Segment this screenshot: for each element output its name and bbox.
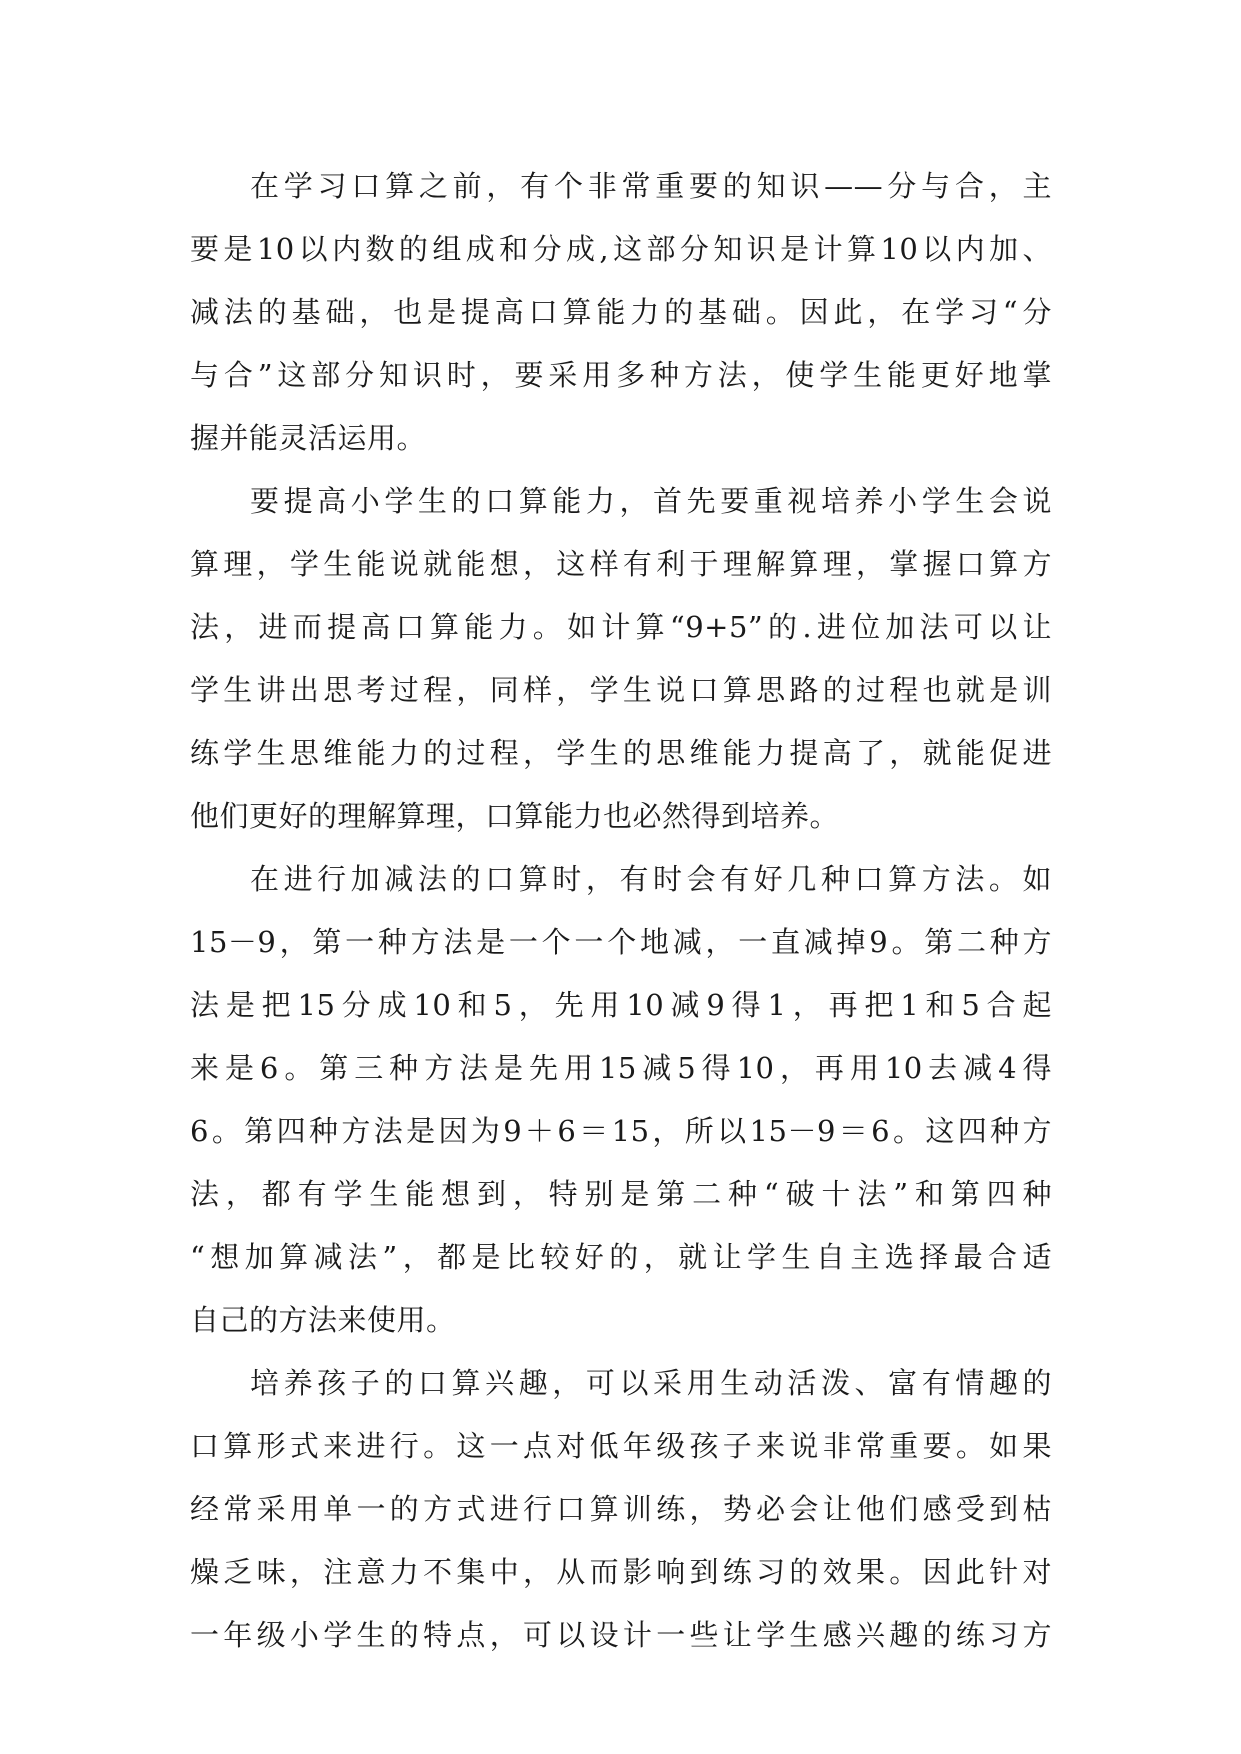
- paragraph-line: 培养孩子的口算兴趣，可以采用生动活泼、富有情趣的: [250, 1366, 1052, 1400]
- paragraph-line: 法，都有学生能想到，特别是第二种“破十法”和第四种: [190, 1177, 1052, 1211]
- paragraph-line: 要提高小学生的口算能力，首先要重视培养小学生会说: [250, 484, 1052, 518]
- body-text: [190, 155, 1052, 1667]
- paragraph-line: 燥乏味，注意力不集中，从而影响到练习的效果。因此针对: [190, 1555, 1052, 1589]
- paragraph-line: “想加算减法”，都是比较好的，就让学生自主选择最合适: [190, 1240, 1052, 1274]
- paragraph-line: 自己的方法来使用。: [190, 1303, 456, 1337]
- paragraph-line: 减法的基础，也是提高口算能力的基础。因此，在学习“分: [190, 295, 1052, 329]
- paragraph-line: 法是把15分成10和5，先用10减9得1，再把1和5合起: [190, 988, 1052, 1022]
- paragraph-line: 握并能灵活运用。: [190, 421, 427, 455]
- paragraph-line: 15－9，第一种方法是一个一个地减，一直减掉9。第二种方: [190, 925, 1052, 959]
- paragraph-line: 算理，学生能说就能想，这样有利于理解算理，掌握口算方: [190, 547, 1052, 581]
- paragraph-line: 法，进而提高口算能力。如计算“9+5”的.进位加法可以让: [190, 610, 1052, 644]
- paragraph-line: 一年级小学生的特点，可以设计一些让学生感兴趣的练习方: [190, 1618, 1052, 1652]
- paragraph-line: 学生讲出思考过程，同样，学生说口算思路的过程也就是训: [190, 673, 1052, 707]
- paragraph-line: 来是6。第三种方法是先用15减5得10，再用10去减4得: [190, 1051, 1052, 1085]
- paragraph-line: 6。第四种方法是因为9＋6＝15，所以15－9＝6。这四种方: [190, 1114, 1052, 1148]
- paragraph-line: 经常采用单一的方式进行口算训练，势必会让他们感受到枯: [190, 1492, 1052, 1526]
- paragraph-line: 他们更好的理解算理，口算能力也必然得到培养。: [190, 799, 840, 833]
- paragraph-line: 在学习口算之前，有个非常重要的知识——分与合，主: [250, 169, 1052, 203]
- paragraph-line: 与合”这部分知识时，要采用多种方法，使学生能更好地掌: [190, 358, 1052, 392]
- paragraph-line: 练学生思维能力的过程，学生的思维能力提高了，就能促进: [190, 736, 1052, 770]
- paragraph-line: 在进行加减法的口算时，有时会有好几种口算方法。如: [250, 862, 1052, 896]
- paragraph-line: 口算形式来进行。这一点对低年级孩子来说非常重要。如果: [190, 1429, 1052, 1463]
- paragraph-line: 要是10以内数的组成和分成,这部分知识是计算10以内加、: [190, 232, 1052, 266]
